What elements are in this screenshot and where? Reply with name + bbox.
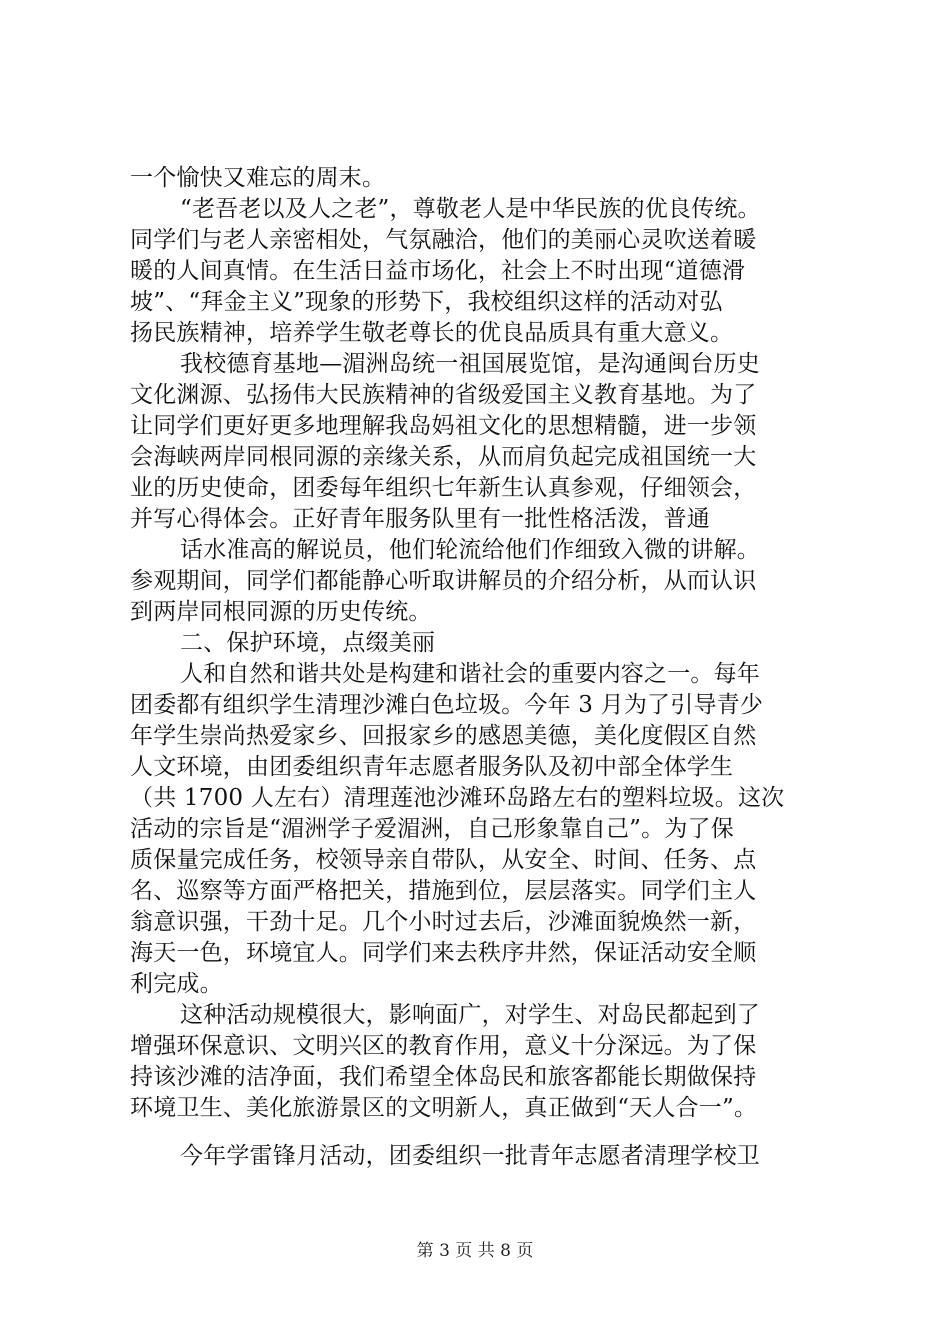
text-line: 这种活动规模很大，影响面广，对学生、对岛民都起到了 xyxy=(180,1002,760,1028)
text-line: 海天一色，环境宜人。同学们来去秩序井然，保证活动安全顺 xyxy=(130,940,757,966)
text-line: 坡”、“拜金主义”现象的形势下，我校组织这样的活动对弘 xyxy=(130,289,723,315)
text-line: 同学们与老人亲密相处，气氛融洽，他们的美丽心灵吹送着暖 xyxy=(130,227,757,253)
text-line: 到两岸同根同源的历史传统。 xyxy=(130,599,432,625)
text-line: 质保量完成任务，校领导亲自带队，从安全、时间、任务、点 xyxy=(130,847,757,873)
text-line: 参观期间，同学们都能静心听取讲解员的介绍分析，从而认识 xyxy=(130,568,757,594)
text-line: 名、巡察等方面严格把关，措施到位，层层落实。同学们主人 xyxy=(130,878,757,904)
text-line: 二、保护环境，点缀美丽 xyxy=(180,630,436,656)
text-line: 暖的人间真情。在生活日益市场化，社会上不时出现“道德滑 xyxy=(130,258,746,284)
document-body xyxy=(130,163,830,1172)
text-line: 扬民族精神，培养学生敬老尊长的优良品质具有重大意义。 xyxy=(130,320,734,346)
text-line: 年学生崇尚热爱家乡、回报家乡的感恩美德，美化度假区自然 xyxy=(130,723,757,749)
text-line: 一个愉快又难忘的周末。 xyxy=(130,165,386,191)
text-line: 活动的宗旨是“湄洲学子爱湄洲，自己形象靠自己”。为了保 xyxy=(130,816,734,842)
page-footer: 第 3 页 共 8 页 xyxy=(416,1241,534,1261)
text-line: 利完成。 xyxy=(130,971,223,997)
text-line: 会海峡两岸同根同源的亲缘关系，从而肩负起完成祖国统一大 xyxy=(130,444,757,470)
text-line: 人文环境，由团委组织青年志愿者服务队及初中部全体学生 xyxy=(130,754,734,780)
text-line: 今年学雷锋月活动，团委组织一批青年志愿者清理学校卫 xyxy=(180,1143,760,1169)
text-line: 让同学们更好更多地理解我岛妈祖文化的思想精髓，进一步领 xyxy=(130,413,757,439)
text-line: 文化渊源、弘扬伟大民族精神的省级爱国主义教育基地。为了 xyxy=(130,382,757,408)
text-line: 人和自然和谐共处是构建和谐社会的重要内容之一。每年 xyxy=(180,661,760,687)
text-line: 环境卫生、美化旅游景区的文明新人，真正做到“天人合一”。 xyxy=(130,1095,758,1121)
text-line: 团委都有组织学生清理沙滩白色垃圾。今年 3 月为了引导青少 xyxy=(130,692,764,718)
text-line: （共 1700 人左右）清理莲池沙滩环岛路左右的塑料垃圾。这次 xyxy=(130,785,785,811)
text-line: 业的历史使命，团委每年组织七年新生认真参观，仔细领会， xyxy=(130,475,757,501)
text-line: 我校德育基地—湄洲岛统一祖国展览馆，是沟通闽台历史 xyxy=(180,351,760,377)
text-line: 翁意识强，干劲十足。几个小时过去后，沙滩面貌焕然一新， xyxy=(130,909,757,935)
text-line: 话水准高的解说员，他们轮流给他们作细致入微的讲解。 xyxy=(180,537,760,563)
text-line: “老吾老以及人之老”，尊敬老人是中华民族的优良传统。 xyxy=(180,196,761,222)
text-line: 持该沙滩的洁净面，我们希望全体岛民和旅客都能长期做保持 xyxy=(130,1064,757,1090)
text-line: 并写心得体会。正好青年服务队里有一批性格活泼，普通 xyxy=(130,506,710,532)
text-line: 增强环保意识、文明兴区的教育作用，意义十分深远。为了保 xyxy=(130,1033,757,1059)
